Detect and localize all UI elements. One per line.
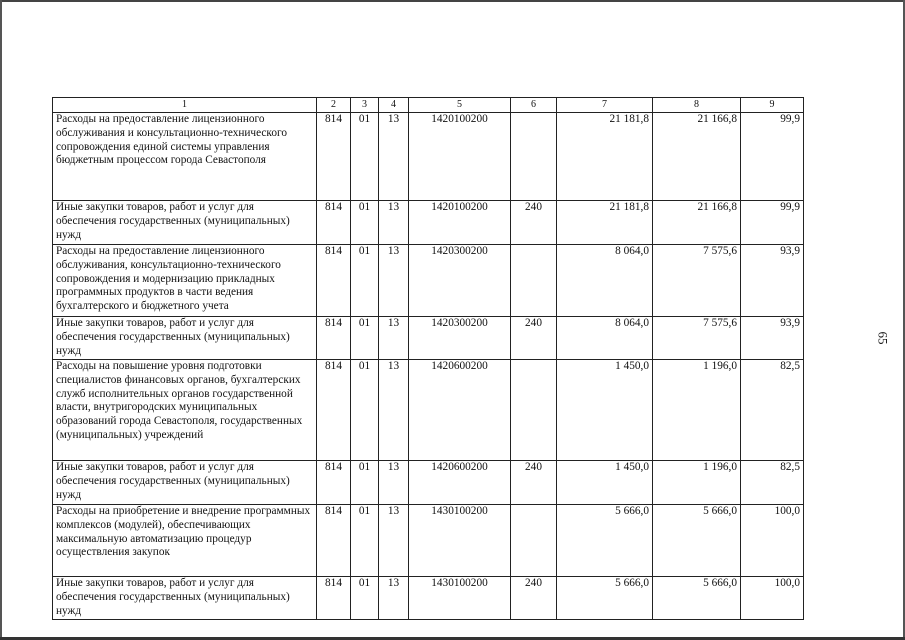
col7-cell: 5 666,0 [557, 505, 653, 577]
row-name-cell: Иные закупки товаров, работ и услуг для обеспечения государственных (муниципальных) нужд [53, 461, 317, 505]
col2-cell: 814 [317, 245, 351, 317]
col7-cell: 21 181,8 [557, 113, 653, 201]
col8-cell: 21 166,8 [653, 113, 741, 201]
row-name-cell: Расходы на предоставление лицензионного обслуживания, консультационно-технического сопровождения и модернизацию прикладных программных продуктов в части ведения бухгалтерского и бюджетного учета [53, 245, 317, 317]
col5-cell: 1430100200 [409, 577, 511, 620]
table-body [53, 98, 804, 620]
col9-cell: 82,5 [741, 360, 804, 461]
header-cell: 5 [409, 98, 511, 113]
col9-cell: 93,9 [741, 317, 804, 360]
col9-cell: 100,0 [741, 505, 804, 577]
col5-cell: 1420300200 [409, 317, 511, 360]
col8-cell: 1 196,0 [653, 360, 741, 461]
col4-cell: 13 [379, 245, 409, 317]
col5-cell: 1420100200 [409, 113, 511, 201]
scan-edge-top [0, 0, 905, 2]
table-row [53, 505, 804, 577]
col7-cell: 1 450,0 [557, 360, 653, 461]
col9-cell: 99,9 [741, 113, 804, 201]
header-cell: 6 [511, 98, 557, 113]
col6-cell: 240 [511, 317, 557, 360]
col9-cell: 82,5 [741, 461, 804, 505]
col2-cell: 814 [317, 505, 351, 577]
col3-cell: 01 [351, 461, 379, 505]
header-cell: 1 [53, 98, 317, 113]
column-number-row [53, 98, 804, 113]
col2-cell: 814 [317, 577, 351, 620]
col4-cell: 13 [379, 201, 409, 245]
table-row [53, 245, 804, 317]
page-number: 65 [875, 331, 891, 345]
header-cell: 2 [317, 98, 351, 113]
header-cell: 4 [379, 98, 409, 113]
col2-cell: 814 [317, 461, 351, 505]
col7-cell: 21 181,8 [557, 201, 653, 245]
col4-cell: 13 [379, 317, 409, 360]
col3-cell: 01 [351, 360, 379, 461]
table-row [53, 113, 804, 201]
col3-cell: 01 [351, 245, 379, 317]
col6-cell [511, 505, 557, 577]
header-cell: 9 [741, 98, 804, 113]
col5-cell: 1420600200 [409, 461, 511, 505]
row-name-cell: Иные закупки товаров, работ и услуг для обеспечения государственных (муниципальных) нужд [53, 317, 317, 360]
col5-cell: 1420600200 [409, 360, 511, 461]
col8-cell: 7 575,6 [653, 245, 741, 317]
table-row [53, 360, 804, 461]
col7-cell: 5 666,0 [557, 577, 653, 620]
col7-cell: 8 064,0 [557, 245, 653, 317]
col6-cell: 240 [511, 201, 557, 245]
row-name-cell: Иные закупки товаров, работ и услуг для обеспечения государственных (муниципальных) нужд [53, 577, 317, 620]
col6-cell [511, 113, 557, 201]
header-cell: 8 [653, 98, 741, 113]
col3-cell: 01 [351, 317, 379, 360]
col5-cell: 1430100200 [409, 505, 511, 577]
col3-cell: 01 [351, 113, 379, 201]
col3-cell: 01 [351, 577, 379, 620]
col4-cell: 13 [379, 505, 409, 577]
table-row [53, 461, 804, 505]
col9-cell: 100,0 [741, 577, 804, 620]
col7-cell: 8 064,0 [557, 317, 653, 360]
col3-cell: 01 [351, 505, 379, 577]
col4-cell: 13 [379, 360, 409, 461]
budget-table [52, 97, 804, 620]
col6-cell [511, 245, 557, 317]
header-cell: 3 [351, 98, 379, 113]
col5-cell: 1420100200 [409, 201, 511, 245]
col6-cell: 240 [511, 577, 557, 620]
scan-edge-left [0, 0, 2, 640]
col8-cell: 21 166,8 [653, 201, 741, 245]
table-row [53, 317, 804, 360]
header-cell: 7 [557, 98, 653, 113]
col7-cell: 1 450,0 [557, 461, 653, 505]
col2-cell: 814 [317, 113, 351, 201]
col6-cell [511, 360, 557, 461]
col9-cell: 93,9 [741, 245, 804, 317]
col2-cell: 814 [317, 360, 351, 461]
row-name-cell: Расходы на приобретение и внедрение программных комплексов (модулей), обеспечивающих максимальную автоматизацию процедур осуществления закупок [53, 505, 317, 577]
col5-cell: 1420300200 [409, 245, 511, 317]
col3-cell: 01 [351, 201, 379, 245]
col8-cell: 5 666,0 [653, 577, 741, 620]
col2-cell: 814 [317, 317, 351, 360]
col8-cell: 1 196,0 [653, 461, 741, 505]
col2-cell: 814 [317, 201, 351, 245]
row-name-cell: Расходы на предоставление лицензионного обслуживания и консультационно-технического сопровождения единой системы управления бюджетным процессом города Севастополя [53, 113, 317, 201]
table-row [53, 201, 804, 245]
col4-cell: 13 [379, 461, 409, 505]
row-name-cell: Иные закупки товаров, работ и услуг для обеспечения государственных (муниципальных) нужд [53, 201, 317, 245]
col4-cell: 13 [379, 113, 409, 201]
table-row [53, 577, 804, 620]
col6-cell: 240 [511, 461, 557, 505]
col8-cell: 5 666,0 [653, 505, 741, 577]
row-name-cell: Расходы на повышение уровня подготовки специалистов финансовых органов, бухгалтерских служб исполнительных органов государственной власти, внутригородских муниципальных образований города Севастополя, государственных (муниципальных) учреждений [53, 360, 317, 461]
col9-cell: 99,9 [741, 201, 804, 245]
col4-cell: 13 [379, 577, 409, 620]
col8-cell: 7 575,6 [653, 317, 741, 360]
